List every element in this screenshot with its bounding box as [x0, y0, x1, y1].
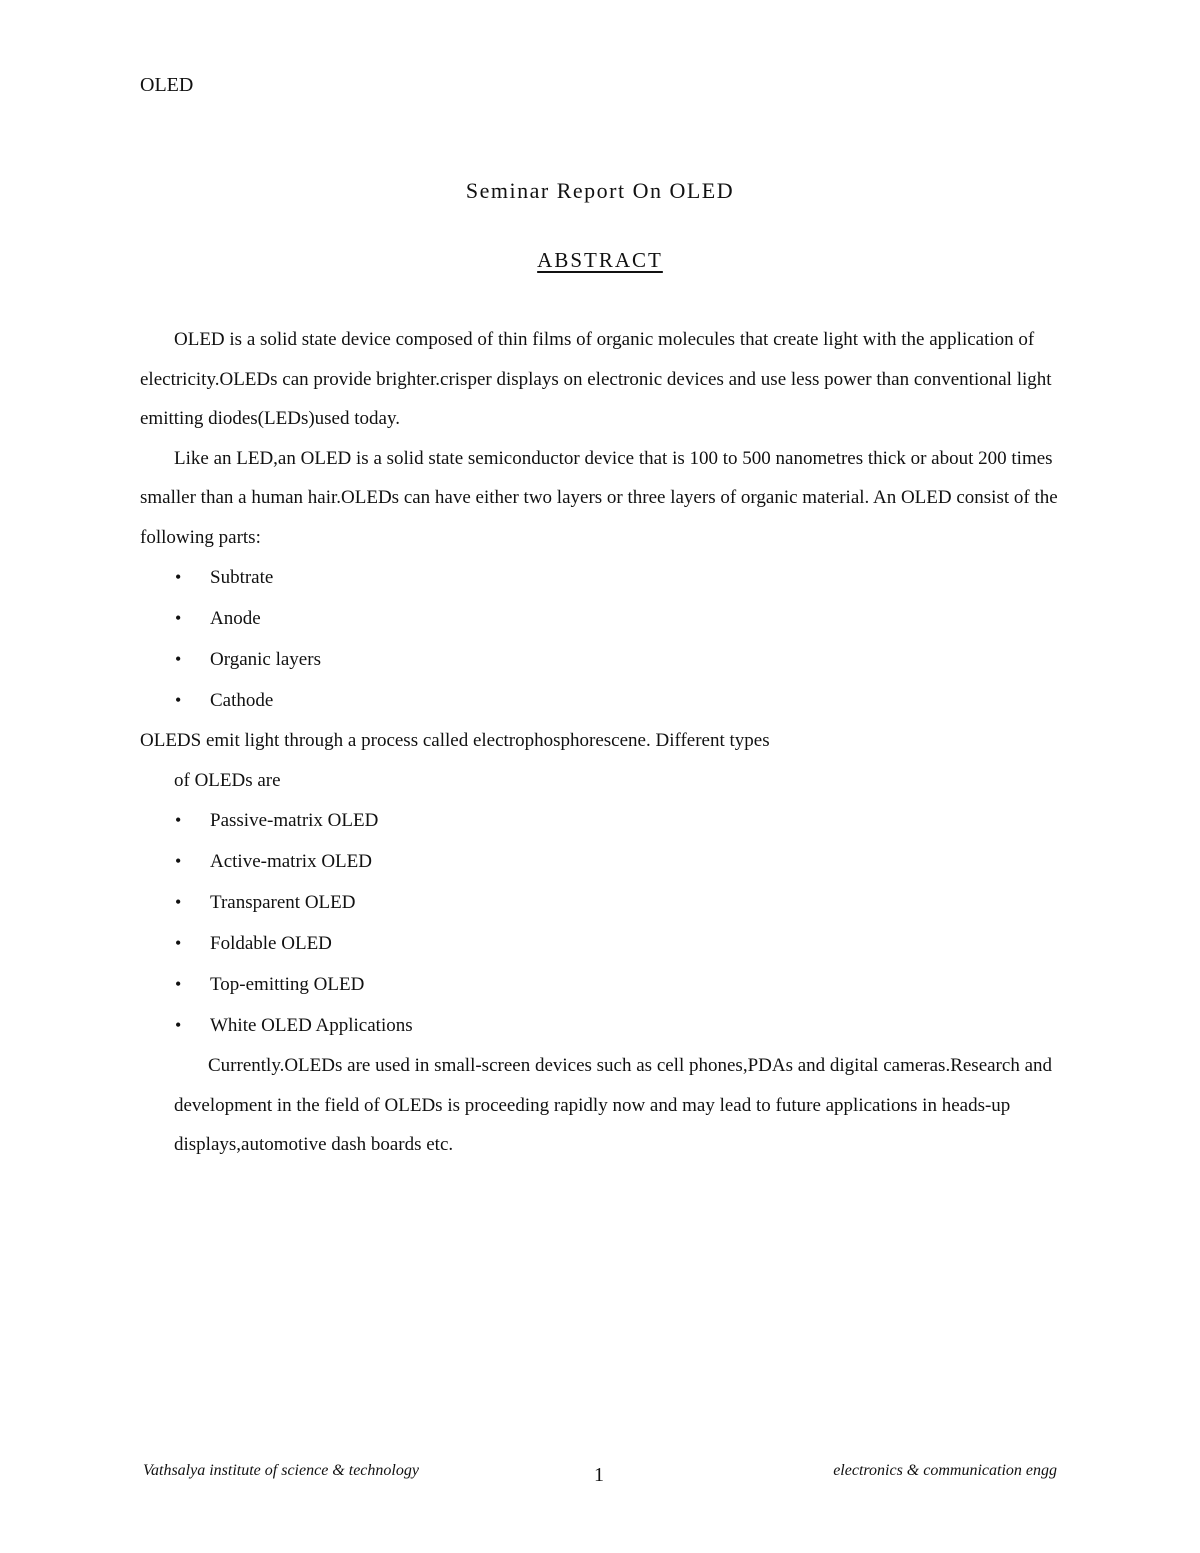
bullet-icon: •: [175, 690, 182, 710]
footer-department: electronics & communication engg: [833, 1462, 1057, 1479]
list-item-label: Cathode: [210, 690, 274, 711]
list-item: [140, 800, 1060, 841]
list-item: [140, 964, 1060, 1005]
list-item-label: Active-matrix OLED: [210, 851, 372, 872]
bullet-icon: •: [175, 933, 182, 953]
bullet-icon: •: [175, 608, 182, 628]
list-item: [140, 882, 1060, 923]
emit-line: OLEDS emit light through a process called electrophosphorescene. Different types: [140, 730, 770, 751]
footer-institute: Vathsalya institute of science & technology: [143, 1462, 419, 1479]
bullet-icon: •: [175, 1015, 182, 1035]
list-item: [140, 680, 1060, 721]
bullet-icon: •: [175, 810, 182, 830]
list-item-label: Organic layers: [210, 649, 321, 670]
list-item: [140, 923, 1060, 964]
list-item-label: White OLED Applications: [210, 1015, 413, 1036]
document-body: [140, 320, 1060, 1165]
report-title: Seminar Report On OLED: [465, 178, 735, 203]
types-intro-line: of OLEDs are: [174, 769, 281, 791]
applications-paragraph: Currently.OLEDs are used in small-screen devices such as cell phones,PDAs and digital cameras.Research and development in the field of OLEDs is proceeding rapidly now and may lead to future applications in heads-up displays,automotive dash boards etc.: [174, 1055, 1052, 1155]
list-item: [140, 841, 1060, 882]
abstract-heading: ABSTRACT: [537, 248, 663, 272]
bullet-icon: •: [175, 567, 182, 587]
list-item: [140, 639, 1060, 680]
intro-paragraph: OLED is a solid state device composed of thin films of organic molecules that create light with the application of electricity.OLEDs can provide brighter.crisper displays on electronic devices and use less power than conventional light emitting diodes(LEDs)used today.: [140, 329, 1052, 429]
list-item-label: Transparent OLED: [210, 892, 356, 913]
like-led-paragraph: Like an LED,an OLED is a solid state semiconductor device that is 100 to 500 nanometres thick or about 200 times smaller than a human hair.OLEDs can have either two layers or three layers of organic material. An OLED consist of the following parts:: [140, 447, 1058, 548]
list-item: [140, 598, 1060, 639]
list-item-label: Passive-matrix OLED: [210, 810, 379, 831]
running-header: OLED: [140, 74, 194, 96]
list-item-label: Subtrate: [210, 567, 274, 588]
page-number: 1: [594, 1464, 604, 1486]
bullet-icon: •: [175, 892, 182, 912]
list-item-label: Anode: [210, 608, 261, 629]
bullet-icon: •: [175, 649, 182, 669]
list-item-label: Foldable OLED: [210, 933, 332, 954]
parts-list: [140, 557, 1060, 721]
types-list: [140, 800, 1060, 1046]
list-item-label: Top-emitting OLED: [210, 974, 365, 995]
list-item: [140, 557, 1060, 598]
list-item: [140, 1005, 1060, 1046]
bullet-icon: •: [175, 851, 182, 871]
bullet-icon: •: [175, 974, 182, 994]
